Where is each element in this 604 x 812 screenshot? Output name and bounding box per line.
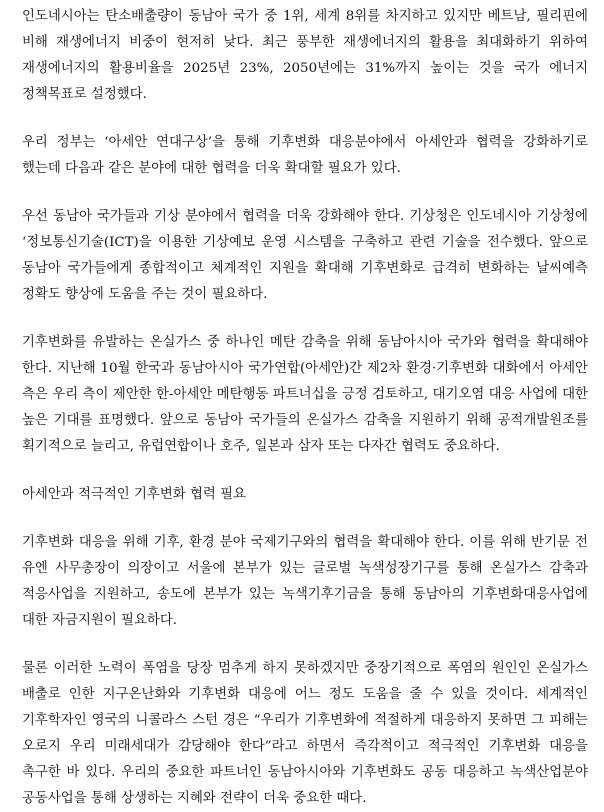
article-body (22, 4, 588, 812)
paragraph-asean-solidarity: 우리 정부는 ‘아세안 연대구상’을 통해 기후변화 대응분야에서 아세안과 협력을 강화하기로 했는데 다음과 같은 분야에 대한 협력을 더욱 확대할 필요가 있다. (22, 135, 588, 176)
paragraph-international-organizations: 기후변화 대응을 위해 기후, 환경 분야 국제기구와의 협력을 확대해야 한다. 이를 위해 반기문 전 유엔 사무총장이 의장이고 서울에 본부가 있는 글로벌 녹색성장기구를 통해 온실가스 감축과 적응사업을 지원하고, 송도에 본부가 있는 녹색기후기금을 통해 동남아의 기후변화대응사업에 대한 자금지원이 필요하다. (22, 535, 588, 628)
paragraph-indonesia-emissions: 인도네시아는 탄소배출량이 동남아 국가 중 1위, 세계 8위를 차지하고 있지만 베트남, 필리핀에 비해 재생에너지 비중이 현저히 낮다. 최근 풍부한 재생에너지의 활용을 최대화하기 위하여 재생에너지의 활용비율을 2025년 23%, 2050년에는 31%까지 높이는 것을 국가 에너지 정책목표로 설정했다. (22, 9, 588, 102)
paragraph-conclusion: 물론 이러한 노력이 폭염을 당장 멈추게 하지 못하겠지만 중장기적으로 폭염의 원인인 온실가스 배출로 인한 지구온난화와 기후변화 대응에 어느 정도 도움을 줄 수 있을 것이다. 세계적인 기후학자인 영국의 니콜라스 스턴 경은 “우리가 기후변화에 적절하게 대응하지 못하면 그 피해는 오로지 우리 미래세대가 감당해야 한다”라고 하면서 즉각적이고 적극적인 기후변화 대응을 촉구한 바 있다. 우리의 중요한 파트너인 동남아시아와 기후변화도 공동 대응하고 녹색산업분야 공동사업을 통해 상생하는 지혜와 전략이 더욱 중요한 때다. (22, 661, 588, 806)
paragraph-methane-reduction: 기후변화를 유발하는 온실가스 중 하나인 메탄 감축을 위해 동남아시아 국가와 협력을 확대해야 한다. 지난해 10월 한국과 동남아시아 국가연합(아세안)간 제2차 환경·기후변화 대화에서 아세안 측은 우리 측이 제안한 한-아세안 메탄행동 파트너십을 긍정 검토하고, 대기오염 대응 사업에 대한 높은 기대를 표명했다. 앞으로 동남아 국가들의 온실가스 감축을 지원하기 위해 공적개발원조를 획기적으로 늘리고, 유럽연합이나 호주, 일본과 삼자 또는 다자간 협력도 중요하다. (22, 335, 588, 454)
paragraph-weather-cooperation: 우선 동남아 국가들과 기상 분야에서 협력을 더욱 강화해야 한다. 기상청은 인도네시아 기상청에 ‘정보통신기술(ICT)을 이용한 기상예보 운영 시스템을 구축하고 관련 기술을 전수했다. 앞으로 동남아 국가들에게 종합적이고 체계적인 지원을 확대해 기후변화로 급격히 변화하는 날씨예측 정확도 향상에 도움을 주는 것이 필요하다. (22, 209, 588, 302)
section-heading: 아세안과 적극적인 기후변화 협력 필요 (22, 487, 246, 502)
